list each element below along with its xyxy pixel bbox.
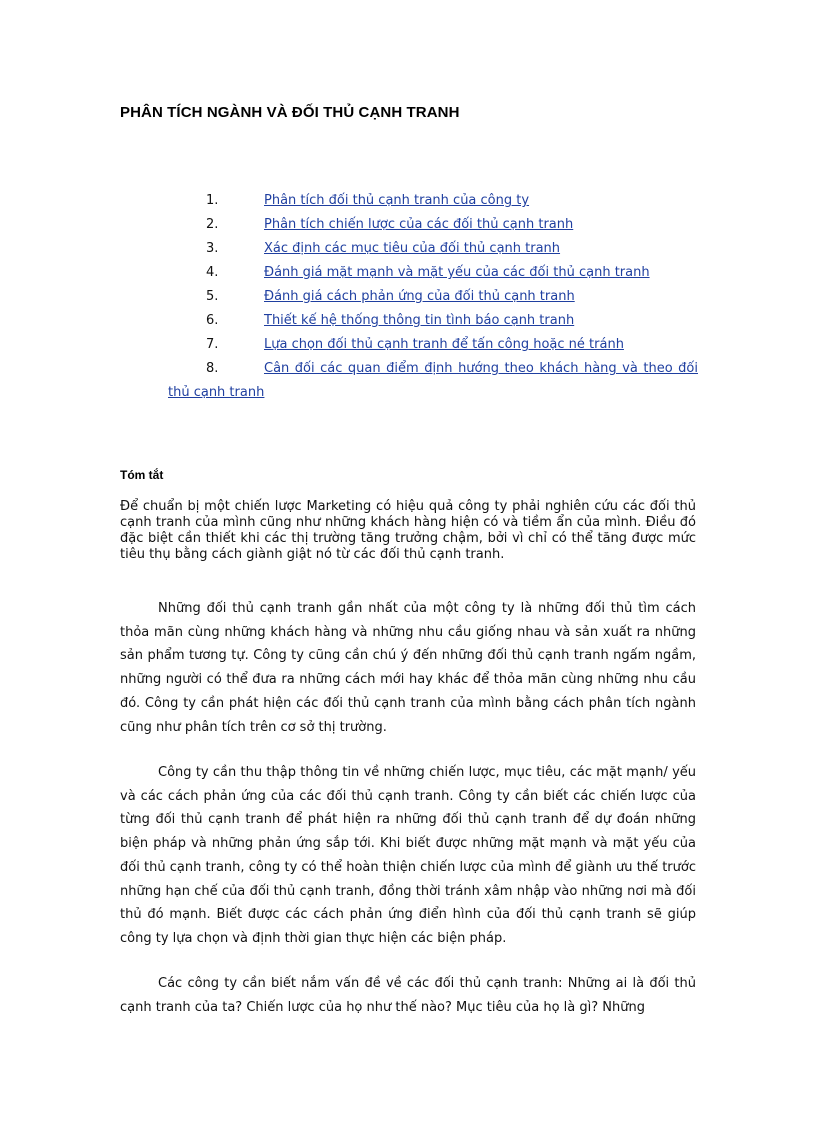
toc-item-3 xyxy=(168,241,698,265)
toc-number: 2. xyxy=(206,217,219,232)
summary-paragraph: Để chuẩn bị một chiến lược Marketing có hiệu quả công ty phải nghiên cứu các đối thủ cạnh tranh của mình cũng như những khách hàng hiện có và tiềm ẩn của mình. Điều đó đặc biệt cần thiết khi các thị trường tăng trưởng chậm, bởi vì chỉ có thể tăng được mức tiêu thụ bằng cách giành giật nó từ các đối thủ cạnh tranh. xyxy=(120,499,696,562)
toc-item-6 xyxy=(168,313,698,337)
toc-link[interactable]: Đánh giá mặt mạnh và mặt yếu của các đối thủ cạnh tranh xyxy=(264,265,650,280)
toc-number: 6. xyxy=(206,313,219,328)
body-paragraph-1: Những đối thủ cạnh tranh gần nhất của một công ty là những đối thủ tìm cách thỏa mãn cùng những khách hàng và những nhu cầu giống nhau và sản xuất ra những sản phẩm tương tự. Công ty cũng cần chú ý đến những đối thủ cạnh tranh ngấm ngầm, những người có thể đưa ra những cách mới hay khác để thỏa mãn cùng những nhu cầu đó. Công ty cần phát hiện các đối thủ cạnh tranh của mình bằng cách phân tích ngành cũng như phân tích trên cơ sở thị trường. xyxy=(120,601,696,735)
toc-link[interactable]: Phân tích đối thủ cạnh tranh của công ty xyxy=(264,193,530,208)
toc-link[interactable]: Phân tích chiến lược của các đối thủ cạnh tranh xyxy=(264,217,574,232)
toc-item-2 xyxy=(168,217,698,241)
toc-number: 5. xyxy=(206,289,219,304)
page-title: PHÂN TÍCH NGÀNH VÀ ĐỐI THỦ CẠNH TRANH xyxy=(120,104,460,121)
toc-number: 4. xyxy=(206,265,219,280)
body-paragraph-2: Công ty cần thu thập thông tin về những chiến lược, mục tiêu, các mặt mạnh/ yếu và các cách phản ứng của các đối thủ cạnh tranh. Công ty cần biết các chiến lược của từng đối thủ cạnh tranh để phát hiện ra những đối thủ cạnh tranh để dự đoán những biện pháp và những phản ứng sắp tới. Khi biết được những mặt mạnh và mặt yếu của đối thủ cạnh tranh, công ty có thể hoàn thiện chiến lược của mình để giành ưu thế trước những hạn chế của đối thủ cạnh tranh, đồng thời tránh xâm nhập vào những nơi mà đối thủ đó mạnh. Biết được các cách phản ứng điển hình của đối thủ cạnh tranh sẽ giúp công ty lựa chọn và định thời gian thực hiện các biện pháp. xyxy=(120,765,696,946)
toc-link-text: Cân đối các quan điểm định hướng theo khách hàng và theo đối thủ cạnh tranh xyxy=(168,361,698,400)
toc-link[interactable]: Xác định các mục tiêu của đối thủ cạnh tranh xyxy=(264,241,561,256)
toc-number: 1. xyxy=(206,193,219,208)
body-paragraph-3: Các công ty cần biết nắm vấn đề về các đối thủ cạnh tranh: Những ai là đối thủ cạnh tranh của ta? Chiến lược của họ như thế nào? Mục tiêu của họ là gì? Những xyxy=(120,976,696,1015)
toc-item-5 xyxy=(168,289,698,313)
toc-link[interactable]: Lựa chọn đối thủ cạnh tranh để tấn công hoặc né tránh xyxy=(264,337,624,352)
toc-number: 7. xyxy=(206,337,219,352)
toc-number: 3. xyxy=(206,241,219,256)
toc-item-1 xyxy=(168,193,698,217)
toc-item-8 xyxy=(168,361,698,409)
toc-item-4 xyxy=(168,265,698,289)
toc-number: 8. xyxy=(206,361,219,376)
toc-link[interactable]: Đánh giá cách phản ứng của đối thủ cạnh tranh xyxy=(264,289,575,304)
summary-heading: Tóm tắt xyxy=(120,468,164,482)
toc-link[interactable]: Thiết kế hệ thống thông tin tình báo cạnh tranh xyxy=(264,313,575,328)
toc-link[interactable] xyxy=(168,357,698,405)
table-of-contents xyxy=(168,193,698,409)
